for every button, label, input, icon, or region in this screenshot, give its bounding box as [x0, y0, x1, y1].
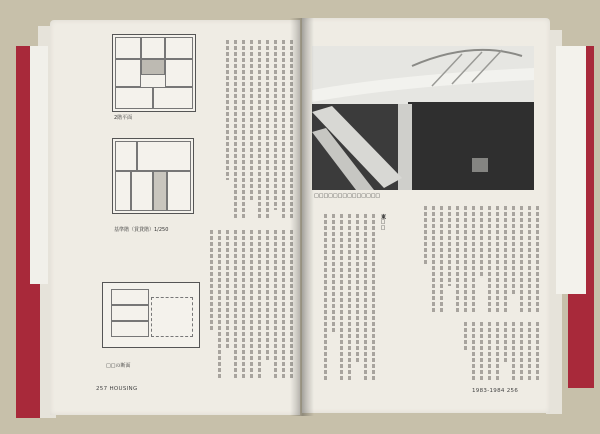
book-gutter-shadow: [290, 18, 314, 416]
right-lower-text-block: [394, 322, 540, 384]
floor-plan-drawing-2: [112, 138, 194, 214]
caption-plan-1: 2階平面: [114, 115, 133, 121]
left-page-folio: 257 HOUSING: [96, 386, 138, 392]
caption-section: □□の断面: [106, 363, 131, 369]
book-dustjacket-right: [556, 46, 586, 294]
book-dustjacket-left: [30, 46, 48, 284]
section-subhead: 東□□: [380, 214, 386, 231]
photo-caption: □□□□□□□□□□□□□□: [314, 193, 381, 199]
left-upper-text-block: [206, 40, 294, 220]
floor-plan-drawing-1: [112, 34, 196, 112]
section-drawing: [102, 282, 200, 348]
left-lower-text-block: [206, 230, 294, 380]
architecture-photo: [312, 46, 534, 190]
caption-plan-2: 基準階（賃貸階）1/250: [114, 227, 169, 233]
right-page-folio: 1983-1984 256: [472, 388, 519, 394]
photo-drawing: [312, 46, 534, 190]
right-upper-text-block: [394, 206, 540, 316]
right-left-text-block: [312, 214, 376, 384]
